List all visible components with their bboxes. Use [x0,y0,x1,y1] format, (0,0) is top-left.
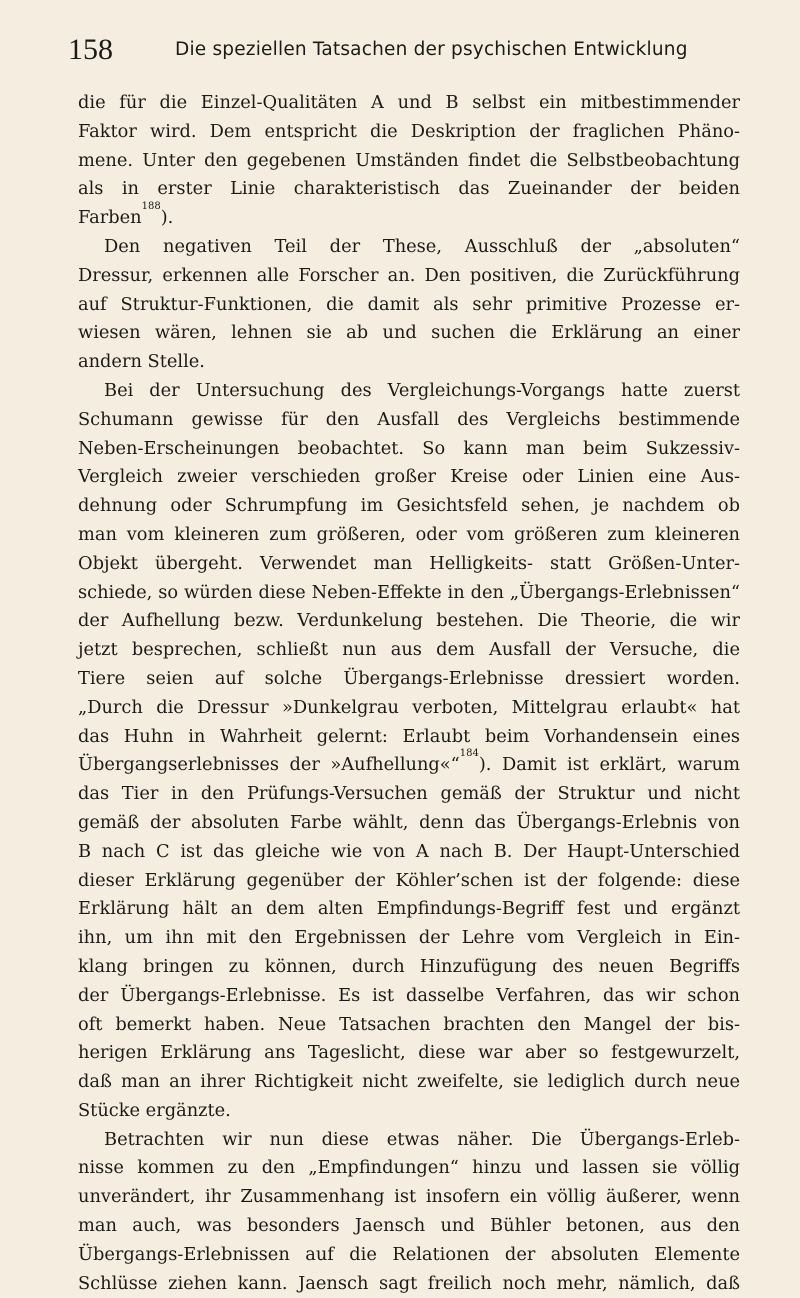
text-line-content: jetzt besprechen, schließt nun aus dem Ausfall der Versuche, die [78,639,740,661]
text-line-content: Erklärung hält an dem alten Empfindungs-Begriff fest und ergänzt [78,898,740,920]
text-line [78,895,740,924]
text-line-content: man auch, was besonders Jaensch und Bühler betonen, aus den [78,1215,740,1237]
text-line [78,435,740,464]
text-line [78,348,740,377]
text-line [78,1097,740,1126]
text-line-continuation: ). Damit ist erklärt, warum [478,754,740,776]
text-line-content: Dressur, erkennen alle Forscher an. Den positiven, die Zurückführung [78,264,740,286]
text-line-content: Faktor wird. Dem entspricht die Deskription der fraglichen Phäno- [78,120,740,142]
text-line-content: als in erster Linie charakteristisch das Zueinander der beiden [78,178,740,200]
text-line-content: andern Stelle. [78,351,205,373]
text-line [78,1068,740,1097]
text-line-content: Objekt übergeht. Verwendet man Helligkeits- statt Größen-Unter- [78,552,740,574]
text-line-content: auf Struktur-Funktionen, die damit als sehr primitive Prozesse er- [78,293,740,315]
text-line-content: Schumann gewisse für den Ausfall des Vergleichs bestimmende [78,408,740,430]
text-line [78,665,740,694]
text-line-content: dieser Erklärung gegenüber der Köhler’schen ist der folgende: diese [78,869,740,891]
text-line [78,1126,740,1155]
text-line [78,406,740,435]
text-line [78,262,740,291]
text-line-content: gemäß der absoluten Farbe wählt, denn das Übergangs-Erlebnis von [78,811,740,833]
text-line [78,291,740,320]
page-header [68,30,760,70]
text-line-content: oft bemerkt haben. Neue Tatsachen brachten den Mangel der bis- [78,1013,740,1035]
text-line-content: der Aufhellung bezw. Verdunkelung bestehen. Die Theorie, die wir [78,610,740,632]
text-line-content: Farben [78,207,142,229]
text-line [78,89,740,118]
text-line [78,233,740,262]
text-line [78,867,740,896]
page-number: 158 [68,33,113,66]
text-line-content: Übergangs-Erlebnissen auf die Relationen der absoluten Elemente [78,1243,740,1265]
text-line [78,550,740,579]
text-line-content: B nach C ist das gleiche wie von A nach B. Der Haupt-Unterschied [78,840,740,862]
text-line [78,780,740,809]
text-line-content: Stücke ergänzte. [78,1099,231,1121]
text-line-content: „Durch die Dressur »Dunkelgrau verboten, Mittelgrau erlaubt« hat [78,696,740,718]
text-line [78,1270,740,1298]
text-line-content: klang bringen zu können, durch Hinzufügung des neuen Begriffs [78,955,740,977]
text-line [78,748,740,780]
text-line [78,809,740,838]
text-line-content: herigen Erklärung ans Tageslicht, diese war aber so festgewurzelt, [78,1042,740,1064]
text-line-content: Schlüsse ziehen kann. Jaensch sagt freilich noch mehr, nämlich, daß [78,1272,740,1294]
text-line [78,492,740,521]
text-line-content: Neben-Erscheinungen beobachtet. So kann man beim Sukzessiv- [78,437,740,459]
text-line [78,1154,740,1183]
text-line-content: die für die Einzel-Qualitäten A und B selbst ein mitbestimmender [78,92,740,113]
text-line-content: der Übergangs-Erlebnisse. Es ist dasselbe Verfahren, das wir schon [78,984,740,1006]
text-line-content: Übergangserlebnisses der »Aufhellung«“ [78,754,460,776]
text-line [78,723,740,752]
text-line [78,924,740,953]
text-line [78,982,740,1011]
text-line-continuation: ). [160,207,174,229]
text-line [78,1011,740,1040]
text-line-content: unverändert, ihr Zusammenhang ist insofern ein völlig äußerer, wenn [78,1186,740,1208]
text-line-content: Vergleich zweier verschieden großer Kreise oder Linien eine Aus- [78,466,740,488]
text-line [78,147,740,176]
text-line [78,694,740,723]
text-line [78,118,740,147]
text-line [78,521,740,550]
text-line [78,838,740,867]
text-line-content: mene. Unter den gegebenen Umständen findet die Selbstbeobachtung [78,149,740,171]
text-line [78,175,740,204]
text-line [78,463,740,492]
text-line-content: dehnung oder Schrumpfung im Gesichtsfeld sehen, je nachdem ob [78,495,740,517]
text-line-content: Betrachten wir nun diese etwas näher. Die Übergangs-Erleb- [104,1128,740,1150]
text-line-content: das Huhn in Wahrheit gelernt: Erlaubt beim Vorhandensein eines [78,725,740,747]
text-line-content: nisse kommen zu den „Empfindungen“ hinzu und lassen sie völlig [78,1157,740,1179]
text-line-content: daß man an ihrer Richtigkeit nicht zweifelte, sie lediglich durch neue [78,1071,740,1093]
text-line [78,1039,740,1068]
text-line-content: wiesen wären, lehnen sie ab und suchen die Erklärung an einer [78,322,740,344]
text-line-content: Tiere seien auf solche Übergangs-Erlebnisse dressiert worden. [78,667,740,689]
text-line [78,607,740,636]
text-line-content: ihn, um ihn mit den Ergebnissen der Lehre vom Vergleich in Ein- [78,927,740,949]
text-line-content: das Tier in den Prüfungs-Versuchen gemäß der Struktur und nicht [78,783,740,805]
text-line [78,636,740,665]
text-line [78,1212,740,1241]
text-line [78,201,740,233]
running-title: Die speziellen Tatsachen der psychischen Entwicklung [175,39,688,60]
text-line [78,1183,740,1212]
text-line [78,319,740,348]
footnote-marker: 188 [141,201,161,213]
footnote-marker: 184 [459,748,479,760]
text-line [78,1241,740,1270]
text-line-content: schiede, so würden diese Neben-Effekte in den „Übergangs-Erlebnissen“ [78,581,740,603]
text-line [78,953,740,982]
text-line [78,579,740,608]
text-line-content: Den negativen Teil der These, Ausschluß der „absoluten“ [104,235,740,257]
text-line-content: Bei der Untersuchung des Vergleichungs-Vorgangs hatte zuerst [104,379,740,401]
text-line [78,377,740,406]
body-text [78,89,740,1298]
text-line-content: man vom kleineren zum größeren, oder vom größeren zum kleineren [78,523,740,545]
